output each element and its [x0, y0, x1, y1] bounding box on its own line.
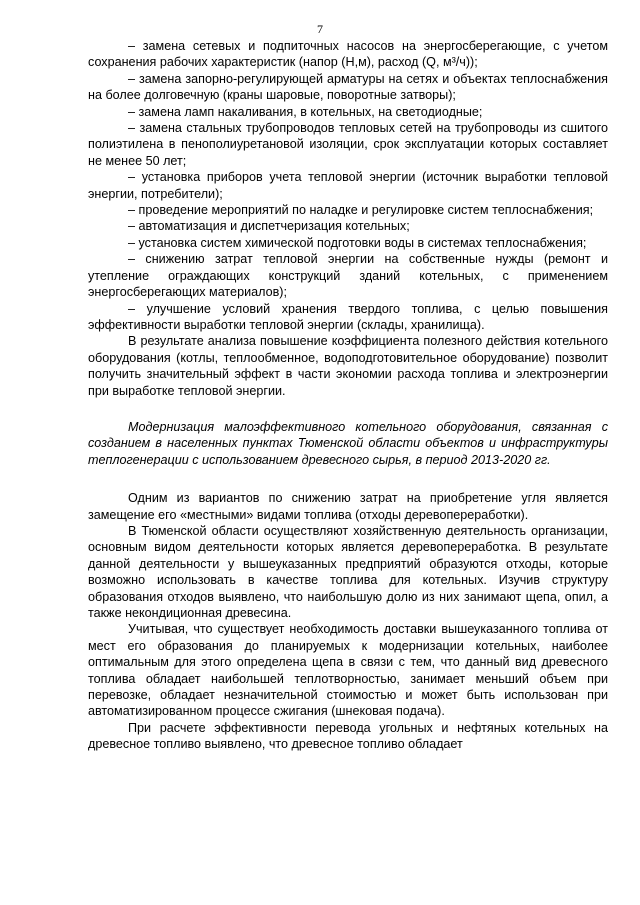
- list-item-valves: – замена запорно-регулирующей арматуры на сетях и объектах теплоснабжения на более долговечную (краны шаровые, поворотные затворы);: [88, 71, 608, 103]
- list-item-fuel-storage: – улучшение условий хранения твердого топлива, с целью повышения эффективности выработки тепловой энергии (склады, хранилища).: [88, 301, 608, 332]
- paragraph-coal-replacement: Одним из вариантов по снижению затрат на приобретение угля является замещение его «местными» видами топлива (отходы деревопереработки).: [88, 491, 608, 522]
- paragraph-efficiency: При расчете эффективности перевода угольных и нефтяных котельных на древесное топливо выявлено, что древесное топливо обладает: [88, 720, 608, 752]
- paragraph-analysis: В результате анализа повышение коэффициента полезного действия котельного оборудования (котлы, теплообменное, водоподготовительное оборудование) позволит получить значительный эффект в части экономии расхода топлива и электроэнергии при выработке тепловой энергии.: [88, 334, 608, 398]
- section-heading: Модернизация малоэффективного котельного оборудования, связанная с созданием в населенных пунктах Тюменской области объектов и инфраструктуры теплогенерации с использованием древесного сырья, в период 2013-2020 гг.: [88, 419, 608, 467]
- list-item-adjustment: – проведение мероприятий по наладке и регулировке систем теплоснабжения;: [128, 203, 594, 218]
- list-item-lamps: – замена ламп накаливания, в котельных, на светодиодные;: [128, 104, 483, 119]
- list-item-meters: – установка приборов учета тепловой энергии (источник выработки тепловой энергии, потребители);: [88, 170, 608, 201]
- paragraph-wood-chips: Учитывая, что существует необходимость доставки вышеуказанного топлива от мест его образования до планируемых к модернизации котельных, наиболее оптимальным для этого определена щепа в связи с тем, что данный вид древесного топлива обладает наибольшей теплотворностью, занимает меньший объем при перевозке, обладает незначительной стоимостью и может быть использован при автоматизированном процессе сжигания (шнековая подача).: [88, 622, 608, 719]
- list-item-pumps: – замена сетевых и подпиточных насосов на энергосберегающие, с учетом сохранения рабочих характеристик (напор (Н,м), расход (Q, м³/ч));: [88, 39, 608, 70]
- page-number: 7: [317, 22, 323, 36]
- list-item-own-needs: – снижению затрат тепловой энергии на собственные нужды (ремонт и утепление ограждающих конструкций зданий котельных, с применением энергосберегающих материалов);: [88, 252, 608, 300]
- list-item-water-treatment: – установка систем химической подготовки воды в системах теплоснабжения;: [128, 235, 587, 250]
- document-body: [88, 38, 608, 753]
- list-item-automation: – автоматизация и диспетчеризация котельных;: [128, 219, 410, 234]
- list-item-pipelines: – замена стальных трубопроводов тепловых сетей на трубопроводы из сшитого полиэтилена в пенополиуретановой изоляции, срок эксплуатации которых составляет не менее 50 лет;: [88, 121, 608, 168]
- paragraph-wood-processing: В Тюменской области осуществляют хозяйственную деятельность организации, основным видом деятельности которых является деревопереработка. В результате данной деятельности у вышеуказанных предприятий образуются отходы, которые возможно использовать в качестве топлива для котельных. Изучив структуру образования отходов выявлено, что наибольшую долю из них занимают щепа, опил, а также некондиционная древесина.: [88, 523, 608, 620]
